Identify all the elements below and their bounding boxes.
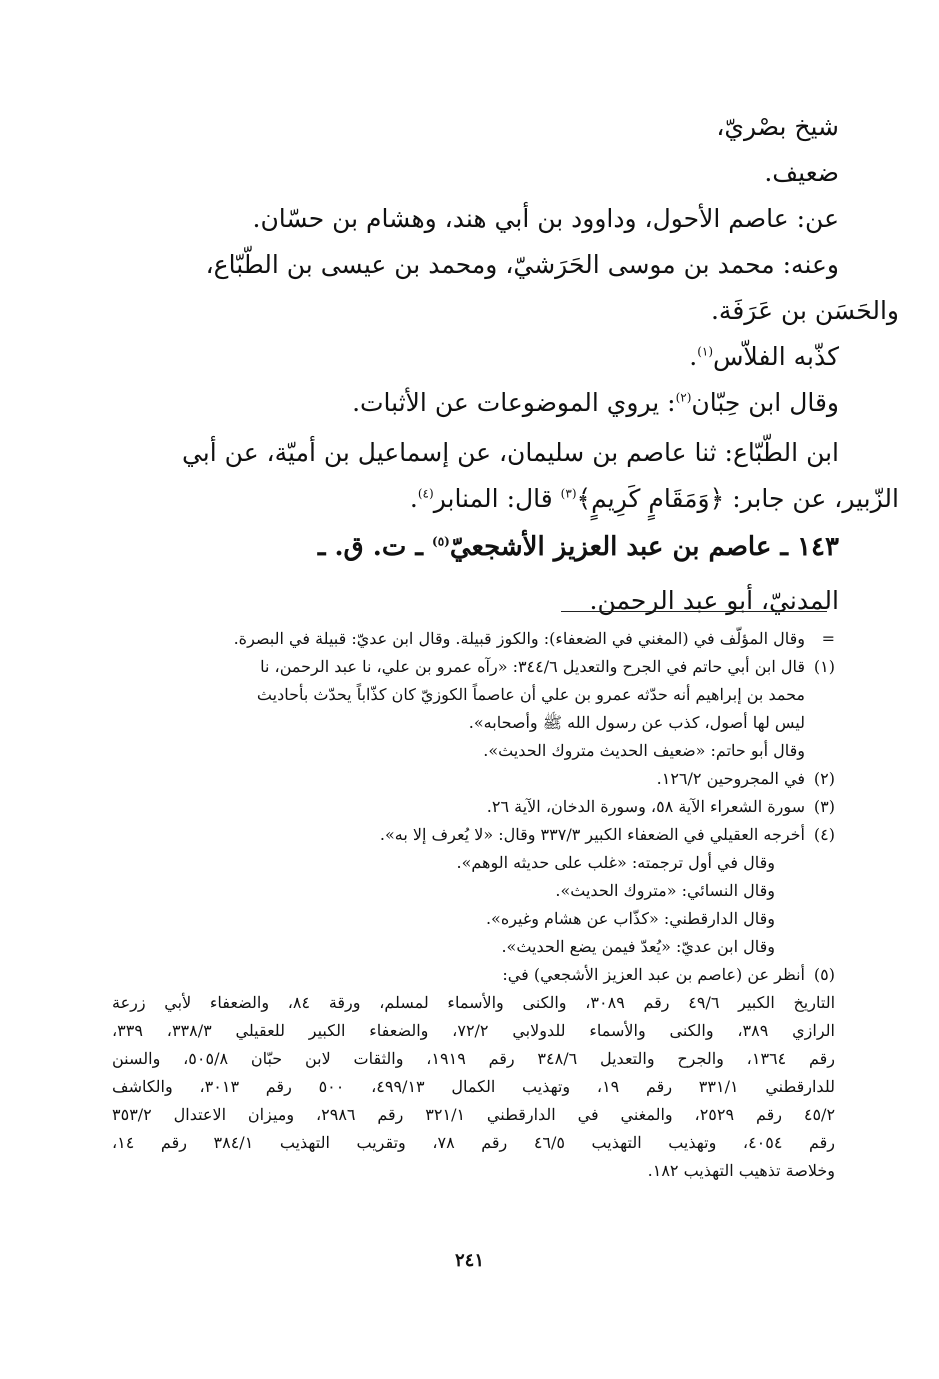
footnote-line: في المجروحين ١٢٦/٢. [656, 769, 805, 788]
footnote-number: (٢) [813, 769, 835, 788]
reference-line: رقم ١٣٦٤، والجرح والتعديل ٣٤٨/٦ رقم ١٩١٩، والثقات لابن حبّان ٥٠٥/٨، والسنن [112, 1049, 835, 1068]
footnote-line: وقال الدارقطني: «كذّاب عن هشام وغيره». [485, 909, 775, 928]
footnote-ref: (٢) [675, 390, 692, 405]
footnote-divider [561, 611, 827, 612]
footnote-ref: (٣) [560, 486, 577, 501]
footnote-1 [112, 653, 835, 765]
footnote-line: أنظر عن (عاصم بن عبد العزيز الأشجعي) في: [502, 965, 805, 984]
text-line: وعنه: محمد بن موسى الحَرَشيّ، ومحمد بن عيسى بن الطّبّاع، [205, 250, 839, 279]
footnote-line: وقال ابن عديّ: «يُعدّ فيمن يضع الحديث». [501, 937, 775, 956]
footnote-ref: (٤) [417, 486, 434, 501]
footnote-line: وقال المؤلّف في (المغني في الضعفاء): والكوز قبيلة. وقال ابن عديّ: قبيلة في البصرة. [233, 629, 805, 648]
footnote-line: قال ابن أبي حاتم في الجرح والتعديل ٣٤٤/٦: «رآه عمرو بن علي، نا عبد الرحمن، نا [260, 657, 805, 676]
reference-line: للدارقطني ٣٣١/١ رقم ١٩، وتهذيب الكمال ٤٩٩/١٣، ٥٠٠ رقم ٣٠١٣، والكاشف [112, 1077, 835, 1096]
text-line: ضعيف. [764, 158, 839, 187]
page-number: ٢٤١ [454, 1250, 484, 1271]
entry-heading: ١٤٣ ـ عاصم بن عبد العزيز الأشجعيّ$^{(٥)}$ ـ ت. ق. ـ [317, 532, 839, 562]
footnote-ref: (٥) [432, 534, 450, 549]
continuation-mark: = [821, 629, 835, 648]
text-line: والحَسَن بن عَرَفَة. [710, 296, 899, 325]
text-line: ابن الطّبّاع: ثنا عاصم بن سليمان، عن إسماعيل بن أميّة، عن أبي [181, 438, 839, 467]
text-line: الزّبير، عن جابر: ﴿وَمَقَامٍ كَرِيمٍ﴾$^{(٣)}$ قال: المنابر$^{(٤)}$. [409, 484, 899, 513]
footnote-line: محمد بن إبراهيم أنه حدّثه عمرو بن علي أن عاصماً الكوزيّ كان كذّاباً يحدّث بأحاديث [256, 685, 805, 704]
footnote-3 [112, 793, 835, 821]
reference-line: ٤٥/٢ رقم ٢٥٢٩، والمغني في الدارقطني ٣٢١/١ رقم ٢٩٨٦، وميزان الاعتدال ٣٥٣/٢ [112, 1105, 835, 1124]
footnote-line: ليس لها أصول، كذب عن رسول الله ﷺ وأصحابه». [468, 713, 805, 732]
text-line: شيخ بصْريّ، [716, 112, 839, 141]
footnote-5 [112, 961, 835, 989]
reference-line: التاريخ الكبير ٤٩/٦ رقم ٣٠٨٩، والكنى والأسماء لمسلم، ورقة ٨٤، والضعفاء لأبي زرعة [112, 993, 835, 1012]
reference-line: وخلاصة تذهيب التهذيب ١٨٢. [647, 1161, 835, 1180]
reference-line: الرازي ٣٨٩، والكنى والأسماء للدولابي ٧٢/٢، والضعفاء الكبير للعقيلي ٣٣٨/٣، ٣٣٩، [112, 1021, 835, 1040]
reference-line: رقم ٤٠٥٤، وتهذيب التهذيب ٤٦/٥ رقم ٧٨، وتقريب التهذيب ٣٨٤/١ رقم ١٤، [112, 1133, 835, 1152]
footnote-number: (٣) [813, 797, 835, 816]
footnote-line: سورة الشعراء الآية ٥٨، وسورة الدخان، الآية ٢٦. [486, 797, 805, 816]
main-text [100, 108, 899, 628]
footnote-line: وقال في أول ترجمته: «غلب على حديثه الوهم». [456, 853, 775, 872]
footnote-number: (٤) [813, 825, 835, 844]
footnote-continuation [112, 625, 835, 653]
footnote-line: أخرجه العقيلي في الضعفاء الكبير ٣٣٧/٣ وقال: «لا يُعرف إلا به». [379, 825, 805, 844]
footnote-number: (٥) [813, 965, 835, 984]
text-line: عن: عاصم الأحول، وداوود بن أبي هند، وهشام بن حسّان. [252, 204, 839, 233]
text-line: وقال ابن حِبّان$^{(٢)}$: يروي الموضوعات عن الأثبات. [352, 388, 839, 417]
text-line: كذّبه الفلاّس$^{(١)}$. [689, 342, 839, 371]
footnotes [112, 625, 835, 1185]
footnote-line: وقال أبو حاتم: «ضعيف الحديث متروك الحديث». [483, 741, 805, 760]
footnote-number: (١) [813, 657, 835, 676]
footnote-2 [112, 765, 835, 793]
footnote-ref: (١) [697, 344, 714, 359]
footnote-references [112, 989, 835, 1185]
footnote-4 [112, 821, 835, 961]
text-line: المدنيّ، أبو عبد الرحمن. [589, 586, 839, 615]
footnote-line: وقال النسائي: «متروك الحديث». [555, 881, 775, 900]
